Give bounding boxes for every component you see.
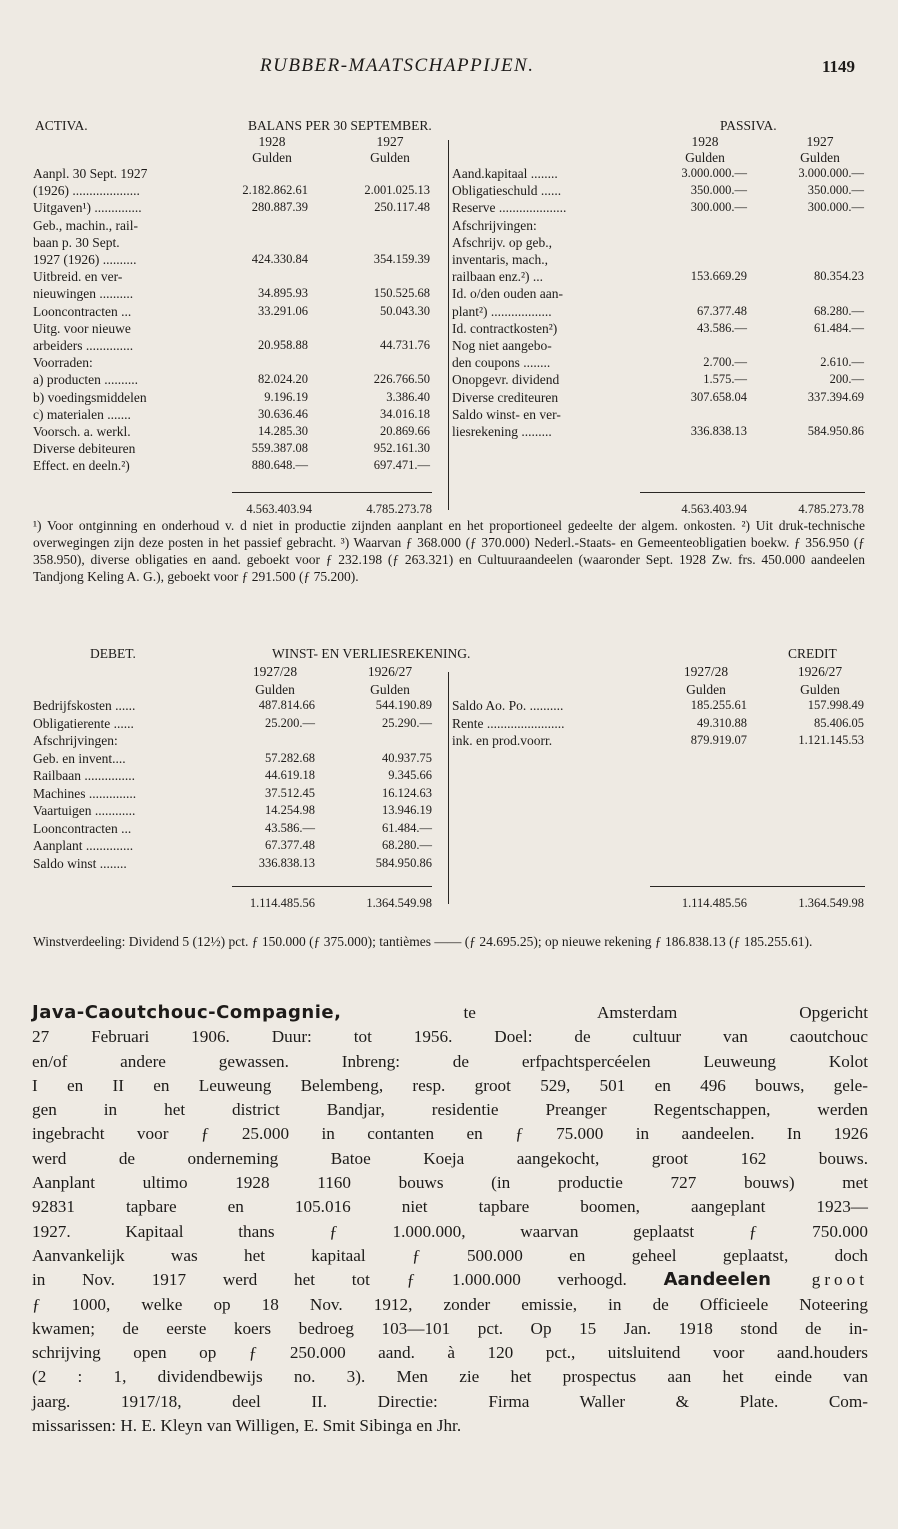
winstverdeeling: Winstverdeeling: Dividend 5 (12½) pct. ƒ 150.000 (ƒ 375.000); tantièmes —— (ƒ 24.695.25); op nieuwe rekening ƒ 186.838.13 (ƒ 185.255.61). [33,934,813,949]
activa-row-label: Uitgaven¹) .............. [33,200,142,216]
article-line-17: jaarg. 1917/18, deel II. Directie: Firma Waller & Plate. Com- [32,1391,868,1411]
activa-row-value-2: 34.016.18 [380,406,430,421]
activa-row-value-2: 697.471.— [373,458,430,473]
balans-footnote: ¹) Voor ontginning en onderhoud v. d niet in productie zijnden aanplant en het proportioneel gedeelte der algem. onkosten. ²) Uit druk-technische overwegingen zijn deze posten in het passief gebracht. ³) Waarvan ƒ 368.000 (ƒ 370.000) Nederl.-Staats- en Gemeenteobligatien boekw. ƒ 356.950 (ƒ 358.950), diverse obligaties en aand. geboekt voor ƒ 232.198 (ƒ 263.321) en Cultuuraandeelen (waaronder Sept. 1928 Zw. frs. 450.000 aandeelen Tandjong Keling A. G.), geboekt voor ƒ 291.500 (ƒ 75.200). [33,518,865,584]
passiva-row-value-2: 584.950.86 [807,424,864,438]
credit-total-rule [650,886,865,887]
passiva-row-value-1: 1.575.— [703,372,747,387]
article-line-18: missarissen: H. E. Kleyn van Willigen, E. Smit Sibinga en Jhr. [32,1416,462,1436]
balans-divider [448,140,449,510]
activa-row-label: c) materialen ....... [33,406,131,422]
passiva-row-label: Id. contractkosten²) [452,320,558,336]
winst-divider [448,672,449,904]
debet-row-label: Vaartuigen ............ [33,803,136,818]
passiva-row-value-1: 307.658.04 [690,389,747,404]
article-line-16: (2 : 1, dividendbewijs no. 3). Men zie het prospectus aan het einde van [32,1367,868,1387]
activa-row-label: Effect. en deeln.²) [33,458,130,474]
activa-row-label: Uitg. voor nieuwe [33,320,131,336]
activa-total-rule [232,492,432,493]
credit-year-2: 1926/27 [797,664,843,679]
activa-year-1927: 1927 [376,134,404,149]
credit-row-value-2: 157.998.49 [807,698,864,712]
activa-row-label: a) producten .......... [33,372,138,388]
debet-row-value-2: 544.190.89 [375,698,432,712]
activa-row-value-2: 2.001.025.13 [364,183,430,198]
activa-row-label: b) voedingsmiddelen [33,389,147,405]
passiva-row-value-2: 300.000.— [807,200,864,215]
passiva-row-value-2: 61.484.— [814,320,864,335]
passiva-row-value-2: 2.610.— [820,355,864,370]
passiva-row-label: den coupons ........ [452,355,551,371]
credit-total-2: 1.364.549.98 [798,896,864,910]
debet-year-2: 1926/27 [367,664,413,679]
activa-row-value-1: 280.887.39 [251,200,308,215]
debet-row-value-2: 16.124.63 [382,785,432,800]
credit-row-value-1: 185.255.61 [690,698,747,712]
credit-row-label: ink. en prod.voorr. [452,733,553,748]
passiva-row-label: Reserve .................... [452,200,567,216]
activa-row-label: Voorsch. a. werkl. [33,424,131,439]
passiva-unit-2: Gulden [800,150,840,165]
passiva-row-value-1: 336.838.13 [690,424,747,438]
article-line-9: 92831 tapbare en 105.016 niet tapbare boomen, aangeplant 1923— [32,1197,868,1217]
debet-row-value-2: 68.280.— [382,838,432,852]
activa-row-label: nieuwingen .......... [33,286,134,302]
article-line-10: 1927. Kapitaal thans ƒ 1.000.000, waarvan geplaatst ƒ 750.000 [32,1221,868,1241]
passiva-row-label: Aand.kapitaal ........ [452,166,558,181]
activa-row-label: (1926) .................... [33,183,140,199]
activa-row-label: 1927 (1926) .......... [33,252,137,267]
activa-row-value-2: 3.386.40 [386,389,430,404]
passiva-row-label: Id. o/den ouden aan- [452,286,563,302]
activa-row-value-1: 14.285.30 [258,424,308,438]
credit-row-value-2: 1.121.145.53 [798,733,864,747]
credit-row-label: Rente ....................... [452,715,565,731]
passiva-unit-1: Gulden [685,150,725,165]
article-line-15: schrijving open op ƒ 250.000 aand. à 120 pct., uitsluitend voor aand.houders [32,1343,868,1363]
activa-row-value-2: 952.161.30 [373,441,430,456]
credit-unit-2: Gulden [800,682,840,697]
activa-row-value-2: 150.525.68 [373,286,430,301]
activa-row-value-1: 30.636.46 [258,406,308,421]
activa-row-value-1: 2.182.862.61 [242,183,308,198]
activa-total-1927: 4.785.273.78 [366,502,432,516]
debet-row-value-1: 336.838.13 [258,855,315,870]
credit-label: CREDIT [788,646,837,661]
article-line-12-text: in Nov. 1917 werd het tot ƒ 1.000.000 verhoogd. [32,1270,627,1290]
activa-row-value-1: 9.196.19 [264,389,308,404]
passiva-row-label: Saldo winst- en ver- [452,406,561,422]
passiva-total-rule [640,492,865,493]
activa-row-value-2: 250.117.48 [374,200,430,215]
credit-unit-1: Gulden [686,682,726,697]
passiva-row-value-2: 68.280.— [814,303,864,318]
debet-row-label: Aanplant .............. [33,838,134,853]
activa-unit-1: Gulden [252,150,292,165]
passiva-row-label: Diverse crediteuren [452,389,559,405]
debet-row-value-2: 584.950.86 [375,855,432,870]
debet-row-value-1: 67.377.48 [265,838,315,852]
passiva-row-label: Afschrijvingen: [452,217,537,233]
debet-row-value-2: 61.484.— [382,820,432,835]
activa-row-value-2: 50.043.30 [380,303,430,318]
debet-row-label: Machines .............. [33,785,137,801]
debet-unit-2: Gulden [370,682,410,697]
debet-total-rule [232,886,432,887]
passiva-row-label: Afschrijv. op geb., [452,234,552,250]
passiva-row-value-1: 67.377.48 [697,303,747,318]
passiva-row-label: plant²) .................. [452,303,552,319]
passiva-row-value-1: 153.669.29 [690,269,747,284]
activa-row-label: baan p. 30 Sept. [33,234,120,250]
debet-row-value-2: 25.290.— [382,715,432,730]
page-number: 1149 [822,57,856,76]
debet-row-label: Afschrijvingen: [33,733,118,748]
activa-year-1928: 1928 [258,134,286,149]
activa-row-value-2: 354.159.39 [373,252,430,266]
article-line-1-text: te Amsterdam Opgericht [341,1003,868,1022]
activa-row-value-2: 20.869.66 [380,424,430,438]
passiva-row-label: Nog niet aangebo- [452,338,552,353]
passiva-year-1927: 1927 [806,134,834,149]
article-line-2: 27 Februari 1906. Duur: tot 1956. Doel: de cultuur van caoutchouc [32,1027,868,1047]
activa-row-value-1: 82.024.20 [258,372,308,387]
article-line-14: kwamen; de eerste koers bedroeg 103—101 pct. Op 15 Jan. 1918 stond de in- [32,1318,868,1338]
passiva-row-value-2: 337.394.69 [807,389,864,404]
activa-row-label: Aanpl. 30 Sept. 1927 [33,166,148,181]
balans-title: BALANS PER 30 SEPTEMBER. [248,118,432,133]
article-line-1 [32,1001,868,1025]
debet-row-value-1: 487.814.66 [258,698,315,712]
activa-unit-2: Gulden [370,150,410,165]
debet-total-1: 1.114.485.56 [249,896,315,910]
passiva-year-1928: 1928 [691,134,719,149]
article-line-5: gen in het district Bandjar, residentie Preanger Regentschappen, werden [32,1100,868,1120]
passiva-row-value-2: 350.000.— [807,183,864,198]
debet-row-value-1: 14.254.98 [265,803,315,817]
debet-year-1: 1927/28 [252,664,298,679]
activa-row-value-2: 226.766.50 [373,372,430,387]
passiva-total-1928: 4.563.403.94 [681,502,747,516]
aandeelen-heading: Aandeelen [663,1269,771,1291]
activa-row-label: Diverse debiteuren [33,441,136,457]
debet-row-label: Railbaan ............... [33,768,135,783]
activa-row-label: Uitbreid. en ver- [33,269,123,285]
activa-row-value-2: 44.731.76 [380,338,430,352]
debet-label: DEBET. [90,646,136,661]
article-line-11: Aanvankelijk was het kapitaal ƒ 500.000 en geheel geplaatst, doch [32,1245,868,1265]
activa-row-label: Voorraden: [33,355,93,371]
article-line-7: werd de onderneming Batoe Koeja aangekocht, groot 162 bouws. [32,1148,868,1168]
passiva-total-1927: 4.785.273.78 [798,502,864,516]
debet-row-value-1: 44.619.18 [265,768,315,782]
debet-total-2: 1.364.549.98 [366,896,432,910]
credit-year-1: 1927/28 [683,664,729,679]
page-header-title: RUBBER-MAATSCHAPPIJEN. [260,55,535,76]
activa-row-value-1: 559.387.08 [251,441,308,456]
debet-row-value-1: 37.512.45 [265,785,315,800]
passiva-row-label: liesrekening ......... [452,424,552,439]
credit-total-1: 1.114.485.56 [681,896,747,910]
article-line-3: en/of andere gewassen. Inbreng: de erfpachtspercéelen Leuweung Kolot [32,1051,868,1071]
passiva-row-value-1: 3.000.000.— [681,166,747,180]
debet-row-value-1: 43.586.— [265,820,315,835]
passiva-row-label: railbaan enz.²) ... [452,269,543,285]
activa-row-label: arbeiders .............. [33,338,134,353]
debet-row-label: Saldo winst ........ [33,855,127,871]
article-line-8: Aanplant ultimo 1928 1160 bouws (in productie 727 bouws) met [32,1173,868,1193]
passiva-row-value-1: 43.586.— [697,320,747,335]
company-article [32,1001,868,1438]
passiva-row-value-2: 3.000.000.— [798,166,864,180]
debet-row-label: Bedrijfskosten ...... [33,698,136,713]
credit-row-value-1: 49.310.88 [697,715,747,730]
credit-row-value-2: 85.406.05 [814,715,864,730]
debet-row-value-2: 40.937.75 [382,750,432,765]
passiva-row-value-1: 350.000.— [690,183,747,198]
passiva-row-value-2: 80.354.23 [814,269,864,284]
passiva-row-label: inventaris, mach., [452,252,548,267]
activa-row-value-1: 34.895.93 [258,286,308,301]
activa-row-value-1: 880.648.— [251,458,308,473]
credit-row-label: Saldo Ao. Po. .......... [452,698,564,713]
activa-row-label: Looncontracten ... [33,303,132,319]
activa-row-value-1: 33.291.06 [258,303,308,318]
activa-row-label: Geb., machin., rail- [33,217,138,233]
activa-row-value-1: 424.330.84 [251,252,308,266]
article-line-13: ƒ 1000, welke op 18 Nov. 1912, zonder emissie, in de Officieele Noteering [32,1294,868,1314]
article-line-6: ingebracht voor ƒ 25.000 in contanten en ƒ 75.000 in aandeelen. In 1926 [32,1124,868,1144]
passiva-row-value-1: 2.700.— [703,355,747,370]
company-name: Java-Caoutchouc-Compagnie, [32,1002,342,1023]
article-line-12-tail: groot [770,1270,869,1290]
debet-unit-1: Gulden [255,682,295,697]
passiva-label: PASSIVA. [720,118,777,133]
debet-row-value-1: 25.200.— [265,715,315,730]
debet-row-label: Obligatierente ...... [33,715,134,731]
article-line-12 [32,1268,868,1292]
activa-row-value-1: 20.958.88 [258,338,308,352]
debet-row-label: Looncontracten ... [33,820,132,836]
winst-title: WINST- EN VERLIESREKENING. [272,646,471,661]
debet-row-value-2: 13.946.19 [382,803,432,817]
passiva-row-label: Onopgevr. dividend [452,372,560,388]
debet-row-value-2: 9.345.66 [388,768,432,782]
passiva-row-label: Obligatieschuld ...... [452,183,562,199]
debet-row-label: Geb. en invent.... [33,750,126,766]
activa-label: ACTIVA. [35,118,88,133]
passiva-row-value-1: 300.000.— [690,200,747,215]
debet-row-value-1: 57.282.68 [265,750,315,765]
activa-total-1928: 4.563.403.94 [246,502,312,516]
article-line-4: I en II en Leuweung Belembeng, resp. groot 529, 501 en 496 bouws, gele- [32,1075,868,1095]
passiva-row-value-2: 200.— [829,372,864,387]
credit-row-value-1: 879.919.07 [690,733,747,747]
